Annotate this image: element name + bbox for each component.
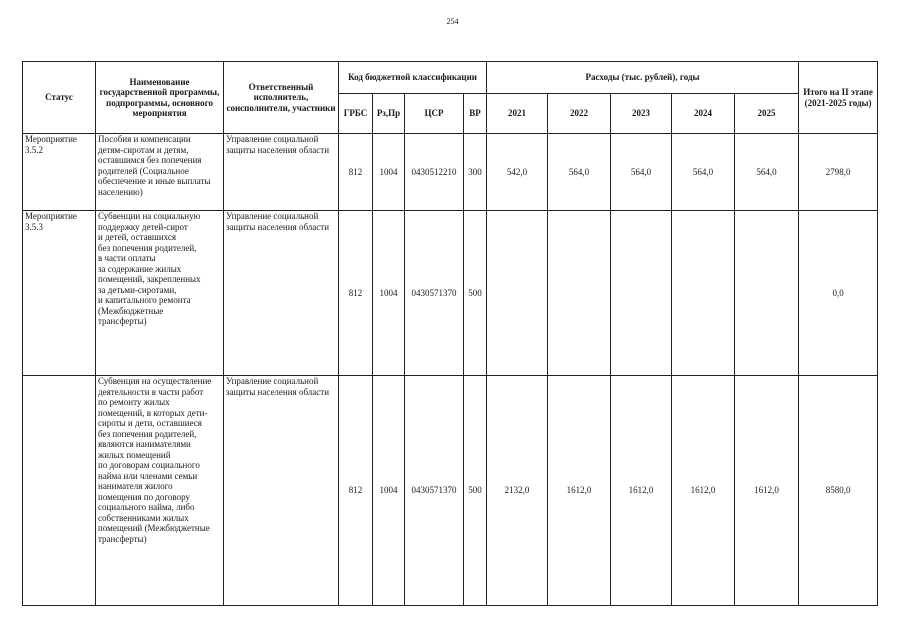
row-vr: 500: [464, 211, 487, 376]
row-vr: 500: [464, 376, 487, 606]
table-row: [23, 211, 878, 376]
row-value-2023: 564,0: [611, 134, 672, 211]
row-status: Мероприятие 3.5.2: [23, 134, 96, 211]
row-value-2021: 2132,0: [487, 376, 548, 606]
header-expenses: Расходы (тыс. рублей), годы: [487, 62, 799, 94]
row-value-2021: 542,0: [487, 134, 548, 211]
row-value-2023: 1612,0: [611, 376, 672, 606]
row-total: 2798,0: [799, 134, 878, 211]
row-rzpr: 1004: [373, 211, 405, 376]
header-year-2021: 2021: [487, 94, 548, 134]
header-budget-code: Код бюджетной классификации: [339, 62, 487, 94]
row-value-2025: 564,0: [735, 134, 799, 211]
table-row: [23, 376, 878, 606]
table-row: [23, 134, 878, 211]
header-csr: ЦСР: [405, 94, 464, 134]
row-value-2021: [487, 211, 548, 376]
header-total: Итого на II этапе (2021-2025 годы): [799, 62, 878, 134]
header-year-2024: 2024: [672, 94, 735, 134]
row-name: Субвенция на осуществление деятельности в части работ по ремонту жилых помещений, в которых дети- сироты и дети, оставшиеся без попечения родителей, являются нанимателями жилых помещений по договорам социального найма или членами семьи нанимателя жилого помещения по договору социального найма, либо собственниками жилых помещений (Межбюджетные трансферты): [96, 376, 224, 606]
row-value-2022: 1612,0: [548, 376, 611, 606]
row-csr: 0430512210: [405, 134, 464, 211]
row-rzpr: 1004: [373, 376, 405, 606]
row-csr: 0430571370: [405, 211, 464, 376]
header-vr: ВР: [464, 94, 487, 134]
row-name: Пособия и компенсации детям-сиротам и детям, оставшимся без попечения родителей (Социальное обеспечение и иные выплаты населению): [96, 134, 224, 211]
header-row-top: [23, 62, 878, 94]
header-executor: Ответственный исполнитель, соисполнители, участники: [224, 62, 339, 134]
header-rzpr: Рз,Пр: [373, 94, 405, 134]
header-grbs: ГРБС: [339, 94, 373, 134]
header-status: Статус: [23, 62, 96, 134]
page-number: 254: [446, 17, 459, 26]
row-value-2023: [611, 211, 672, 376]
row-value-2025: 1612,0: [735, 376, 799, 606]
header-name: Наименование государственной программы, подпрограммы, основного мероприятия: [96, 62, 224, 134]
row-total: 8580,0: [799, 376, 878, 606]
row-grbs: 812: [339, 134, 373, 211]
row-grbs: 812: [339, 376, 373, 606]
budget-table: [22, 61, 878, 606]
row-value-2024: 1612,0: [672, 376, 735, 606]
header-year-2025: 2025: [735, 94, 799, 134]
row-executor: Управление социальной защиты населения области: [224, 211, 339, 376]
row-value-2024: 564,0: [672, 134, 735, 211]
row-grbs: 812: [339, 211, 373, 376]
row-total: 0,0: [799, 211, 878, 376]
row-value-2022: [548, 211, 611, 376]
row-executor: Управление социальной защиты населения области: [224, 376, 339, 606]
row-vr: 300: [464, 134, 487, 211]
row-executor: Управление социальной защиты населения области: [224, 134, 339, 211]
header-year-2023: 2023: [611, 94, 672, 134]
row-status: [23, 376, 96, 606]
header-year-2022: 2022: [548, 94, 611, 134]
row-status: Мероприятие 3.5.3: [23, 211, 96, 376]
row-name: Субвенции на социальную поддержку детей-сирот и детей, оставшихся без попечения родителей, в части оплаты за содержание жилых помещений, закрепленных за детьми-сиротами, и капитального ремонта (Межбюджетные трансферты): [96, 211, 224, 376]
row-rzpr: 1004: [373, 134, 405, 211]
row-value-2022: 564,0: [548, 134, 611, 211]
row-value-2025: [735, 211, 799, 376]
row-csr: 0430571370: [405, 376, 464, 606]
row-value-2024: [672, 211, 735, 376]
